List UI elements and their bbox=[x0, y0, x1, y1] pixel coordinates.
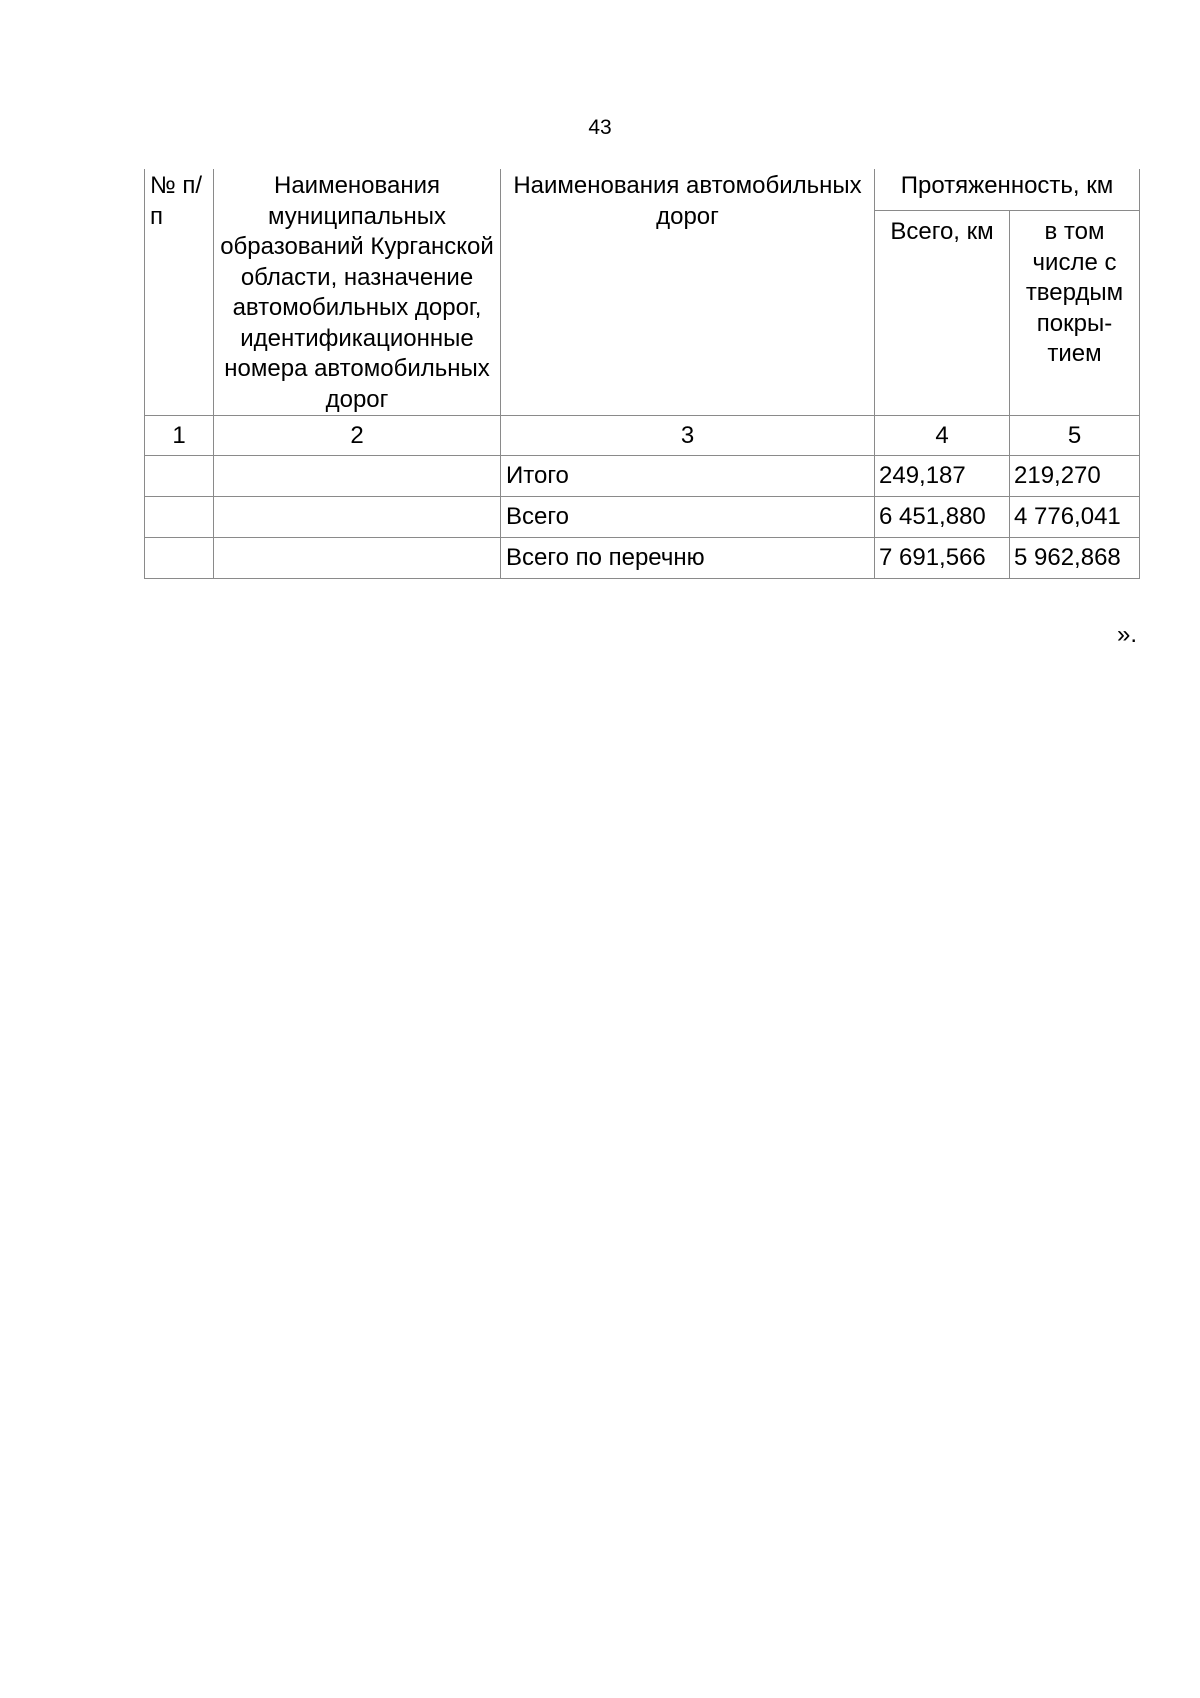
row-hard-surface-cell: 5 962,868 bbox=[1010, 538, 1140, 579]
header-num: № п/п bbox=[145, 169, 214, 416]
table-row bbox=[145, 538, 1140, 579]
row-total-cell: 6 451,880 bbox=[875, 497, 1010, 538]
header-municipal: Наименования муниципальных образований Курганской области, назначение автомобильных дорог, идентификационные номера автомобильных дорог bbox=[214, 169, 501, 416]
header-total: Всего, км bbox=[875, 211, 1010, 416]
column-number: 5 bbox=[1010, 416, 1140, 456]
header-length-group: Протяженность, км bbox=[875, 169, 1140, 211]
row-total-cell: 249,187 bbox=[875, 456, 1010, 497]
row-municipal-cell bbox=[214, 538, 501, 579]
column-number: 3 bbox=[501, 416, 875, 456]
row-num-cell bbox=[145, 497, 214, 538]
header-hard-surface: в том числе с твердым покры-тием bbox=[1010, 211, 1140, 416]
row-name-cell: Всего по перечню bbox=[501, 538, 875, 579]
column-number: 2 bbox=[214, 416, 501, 456]
header-roads: Наименования автомобильных дорог bbox=[501, 169, 875, 416]
row-name-cell: Всего bbox=[501, 497, 875, 538]
row-municipal-cell bbox=[214, 497, 501, 538]
closing-quote: ». bbox=[1117, 621, 1138, 648]
table-header-row bbox=[145, 169, 1140, 211]
row-num-cell bbox=[145, 456, 214, 497]
row-hard-surface-cell: 4 776,041 bbox=[1010, 497, 1140, 538]
row-num-cell bbox=[145, 538, 214, 579]
row-municipal-cell bbox=[214, 456, 501, 497]
row-total-cell: 7 691,566 bbox=[875, 538, 1010, 579]
road-length-table bbox=[144, 169, 1140, 579]
page-number: 43 bbox=[588, 116, 612, 139]
row-hard-surface-cell: 219,270 bbox=[1010, 456, 1140, 497]
row-name-cell: Итого bbox=[501, 456, 875, 497]
column-number-row bbox=[145, 416, 1140, 456]
column-number: 4 bbox=[875, 416, 1010, 456]
column-number: 1 bbox=[145, 416, 214, 456]
table-row bbox=[145, 456, 1140, 497]
table-row bbox=[145, 497, 1140, 538]
